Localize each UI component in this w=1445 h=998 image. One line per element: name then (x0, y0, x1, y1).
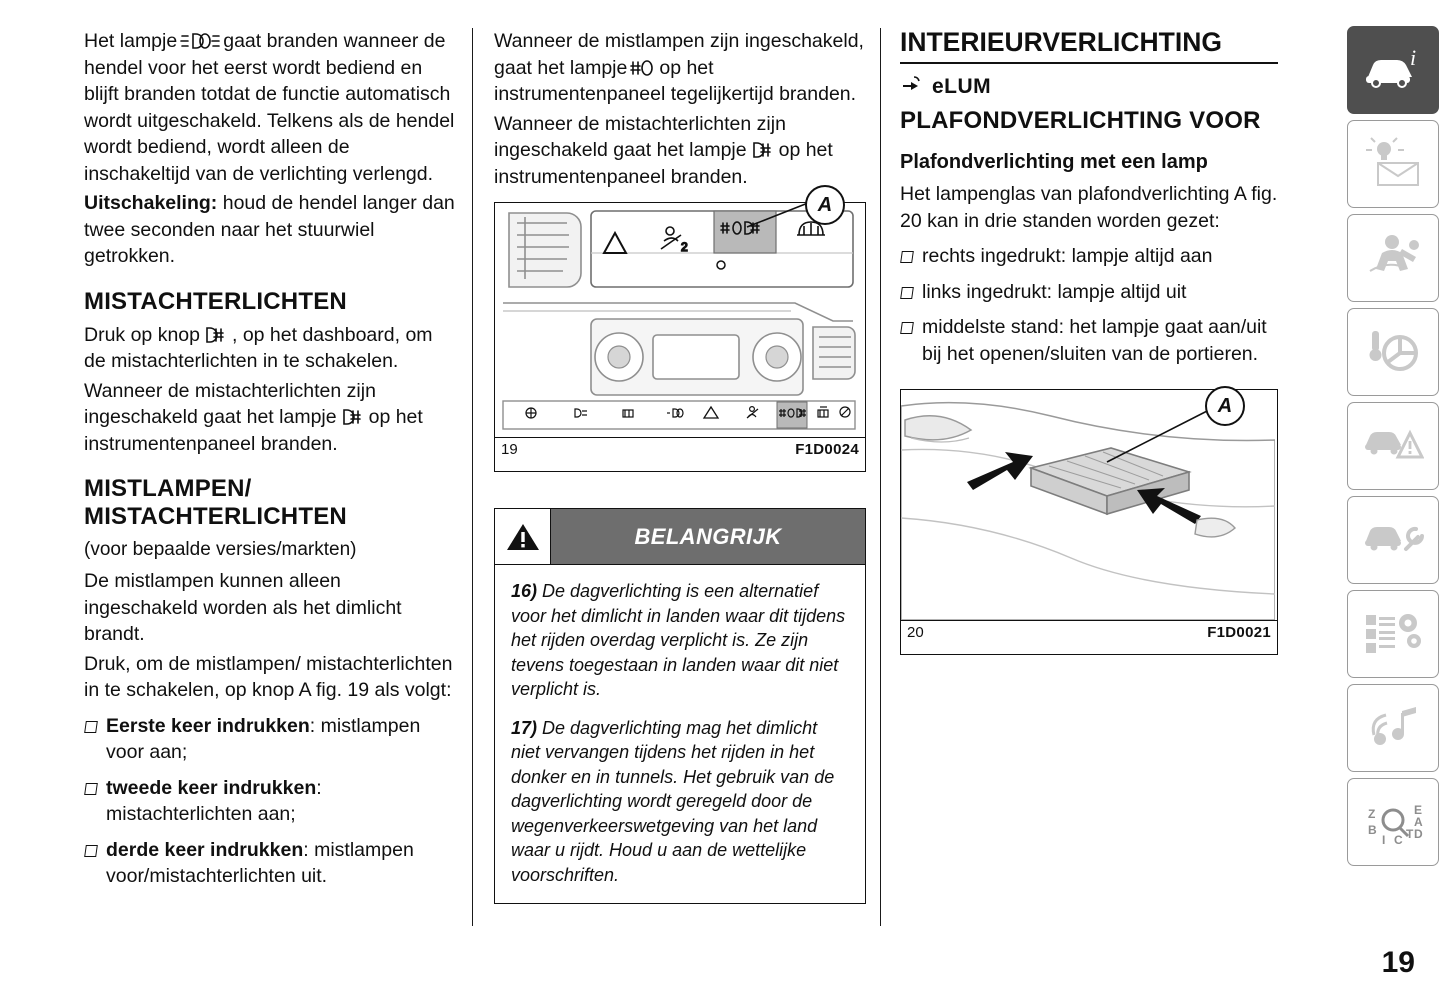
warning-triangle-icon (495, 509, 551, 564)
rear-fog-light-icon (203, 326, 229, 344)
svg-text:E: E (1414, 802, 1423, 817)
svg-text:T: T (1406, 826, 1414, 841)
heading-mistlampen: MISTLAMPEN/ MISTACHTERLICHTEN (84, 475, 347, 530)
text-mistachter2-prefix: Wanneer de mistachterlichten zijn ingeschakeld gaat het lampje (494, 112, 786, 161)
note-16 (511, 579, 849, 702)
label-derde-keer: derde keer indrukken (106, 838, 304, 861)
paragraph-mistachter-lampje-2 (494, 111, 866, 191)
paragraph-mistlampen-lampje (494, 28, 866, 108)
safety-icon (1362, 231, 1424, 286)
chapter-rail (1347, 26, 1439, 872)
paragraph-lampje (84, 28, 456, 187)
dashboard-lights-icon (1362, 137, 1424, 192)
svg-text:B: B (1368, 822, 1377, 837)
figure-19-code: F1D0024 (795, 441, 859, 458)
list-item-eerste-keer (84, 713, 456, 766)
column-middle (494, 28, 866, 904)
svg-text:D: D (1414, 826, 1423, 841)
car-info-icon (1362, 45, 1424, 96)
daytime-running-light-icon (180, 32, 220, 50)
figure-20-callout-a: A (1205, 386, 1245, 426)
note-17-text: De dagverlichting mag het dimlicht niet vervangen tijdens het rijden in het donker en in tunnels. Het gebruik van de dagverlichting wordt geregeld door de wegenverkeerswetgeving van het land waar u rijdt. Houd u aan de wettelijke voorschriften. (511, 717, 835, 885)
sidebar-item-safety[interactable] (1347, 214, 1439, 302)
sidebar-item-maintenance[interactable] (1347, 496, 1439, 584)
figure-19-number: 19 (501, 441, 518, 458)
column-left (84, 28, 456, 892)
emergency-icon (1362, 419, 1424, 474)
sidebar-item-dashboard[interactable] (1347, 120, 1439, 208)
text-mistlampen-prefix: Wanneer de mistlampen zijn ingeschakeld, gaat het lampje (494, 30, 864, 79)
paragraph-druk-knop-a: Druk, om de mistlampen/ mistachterlichten in te schakelen, op knop A fig. 19 als volgt: (84, 652, 453, 701)
figure-19-caption (495, 437, 865, 460)
subheading-versies-markten: (voor bepaalde versies/markten) (84, 539, 357, 560)
page-number: 19 (1381, 946, 1415, 979)
figure-20-code: F1D0021 (1207, 624, 1271, 641)
list-item-links: links ingedrukt: lampje altijd uit (900, 279, 1278, 306)
maintenance-icon (1362, 513, 1424, 568)
column-divider-2 (880, 28, 881, 926)
text-mistachter-prefix: Wanneer de mistachterlichten zijn ingeschakeld gaat het lampje (84, 379, 376, 428)
note-17 (511, 716, 849, 888)
note-16-number: 16) (511, 581, 538, 601)
heading-interieurverlichting: INTERIEURVERLICHTING (900, 27, 1222, 57)
index-icon (1360, 792, 1426, 853)
rear-fog-light-icon (750, 141, 776, 159)
text-druk-body: , op het dashboard, om de mistachterlichten in te schakelen. (84, 323, 433, 372)
paragraph-druk-op-knop (84, 322, 456, 375)
important-header (494, 508, 866, 564)
text-tweede-keer: : mistachterlichten aan; (106, 776, 322, 825)
sidebar-item-emergency[interactable] (1347, 402, 1439, 490)
sidebar-item-technical-data[interactable] (1347, 590, 1439, 678)
subheading-een-lamp: Plafondverlichting met een lamp (900, 151, 1208, 173)
svg-text:I: I (1382, 832, 1386, 847)
starting-driving-icon (1362, 325, 1424, 380)
paragraph-dimlicht: De mistlampen kunnen alleen ingeschakeld worden als het dimlicht brandt. (84, 570, 402, 645)
list-item-rechts: rechts ingedrukt: lampje altijd aan (900, 243, 1278, 270)
text-derde-keer: : mistlampen voor/mistachterlichten uit. (106, 838, 414, 887)
paragraph-mistachter-lampje (84, 378, 456, 458)
note-16-text: De dagverlichting is een alternatief voor het dimlicht in landen waar dit tijdens het rijden overdag verplicht is. Ze zijn tevens toegestaan in landen waar dit niet verplicht is. (511, 581, 846, 699)
figure-19-callout-a: A (805, 185, 845, 225)
heading-mistachterlichten: MISTACHTERLICHTEN (84, 287, 347, 315)
text-lampje-prefix: Het lampje (84, 30, 178, 52)
front-fog-light-icon (630, 59, 656, 77)
text-mistachter2-body: op het instrumentenpaneel branden. (494, 139, 833, 188)
important-title: BELANGRIJK (634, 523, 782, 549)
text-uitschakeling: houd de hendel langer dan twee seconden naar het stuurwiel getrokken. (84, 192, 455, 267)
marker-row (900, 74, 1278, 99)
paragraph-lampenglas: Het lampenglas van plafondverlichting A fig. 20 kan in drie standen worden gezet: (900, 183, 1278, 232)
note-17-number: 17) (511, 717, 538, 738)
sidebar-item-car-info[interactable] (1347, 26, 1439, 114)
technical-data-icon (1362, 607, 1424, 662)
figure-19 (494, 193, 866, 472)
rear-fog-light-icon (340, 408, 366, 426)
marker-label: eLUM (932, 74, 992, 98)
multimedia-icon (1362, 701, 1424, 756)
important-box (494, 508, 866, 904)
svg-text:2: 2 (681, 240, 688, 254)
sidebar-item-starting-driving[interactable] (1347, 308, 1439, 396)
text-eerste-keer: : mistlampen voor aan; (106, 714, 421, 763)
column-divider-1 (472, 28, 473, 926)
important-body (494, 564, 866, 904)
heading-plafondverlichting: PLAFONDVERLICHTING VOOR (900, 107, 1261, 134)
text-druk-prefix: Druk op knop (84, 323, 200, 346)
list-item-middelste: middelste stand: het lampje gaat aan/uit bij het openen/sluiten van de portieren. (900, 314, 1278, 367)
list-item-derde-keer (84, 837, 456, 890)
list-item-tweede-keer (84, 775, 456, 828)
svg-text:C: C (1394, 832, 1403, 847)
label-tweede-keer: tweede keer indrukken (106, 776, 317, 799)
text-mistachter-body: op het instrumentenpaneel branden. (84, 406, 423, 455)
column-right (900, 28, 1278, 655)
text-lampje-body: gaat branden wanneer de hendel voor het eerst wordt bediend en blijft branden totdat de functie automatisch wordt uitgeschakeld. Telkens als de hendel wordt bediend, wordt alleen de inschakeltijd van de verlichting verlengd. (84, 30, 455, 185)
figure-20-caption (901, 620, 1277, 643)
svg-text:A: A (1414, 814, 1423, 829)
label-eerste-keer: Eerste keer indrukken (106, 714, 310, 737)
label-uitschakeling: Uitschakeling: (84, 192, 218, 214)
hand-pointer-icon (900, 74, 926, 99)
sidebar-item-multimedia[interactable] (1347, 684, 1439, 772)
sidebar-item-index[interactable] (1347, 778, 1439, 866)
paragraph-uitschakeling (84, 190, 456, 270)
text-mistlampen-body: op het instrumentenpaneel tegelijkertijd branden. (494, 56, 857, 105)
figure-20 (900, 389, 1278, 655)
figure-20-number: 20 (907, 624, 924, 641)
heading-underline (900, 62, 1278, 64)
svg-text:Z: Z (1368, 806, 1376, 821)
svg-text:i: i (1410, 44, 1417, 70)
